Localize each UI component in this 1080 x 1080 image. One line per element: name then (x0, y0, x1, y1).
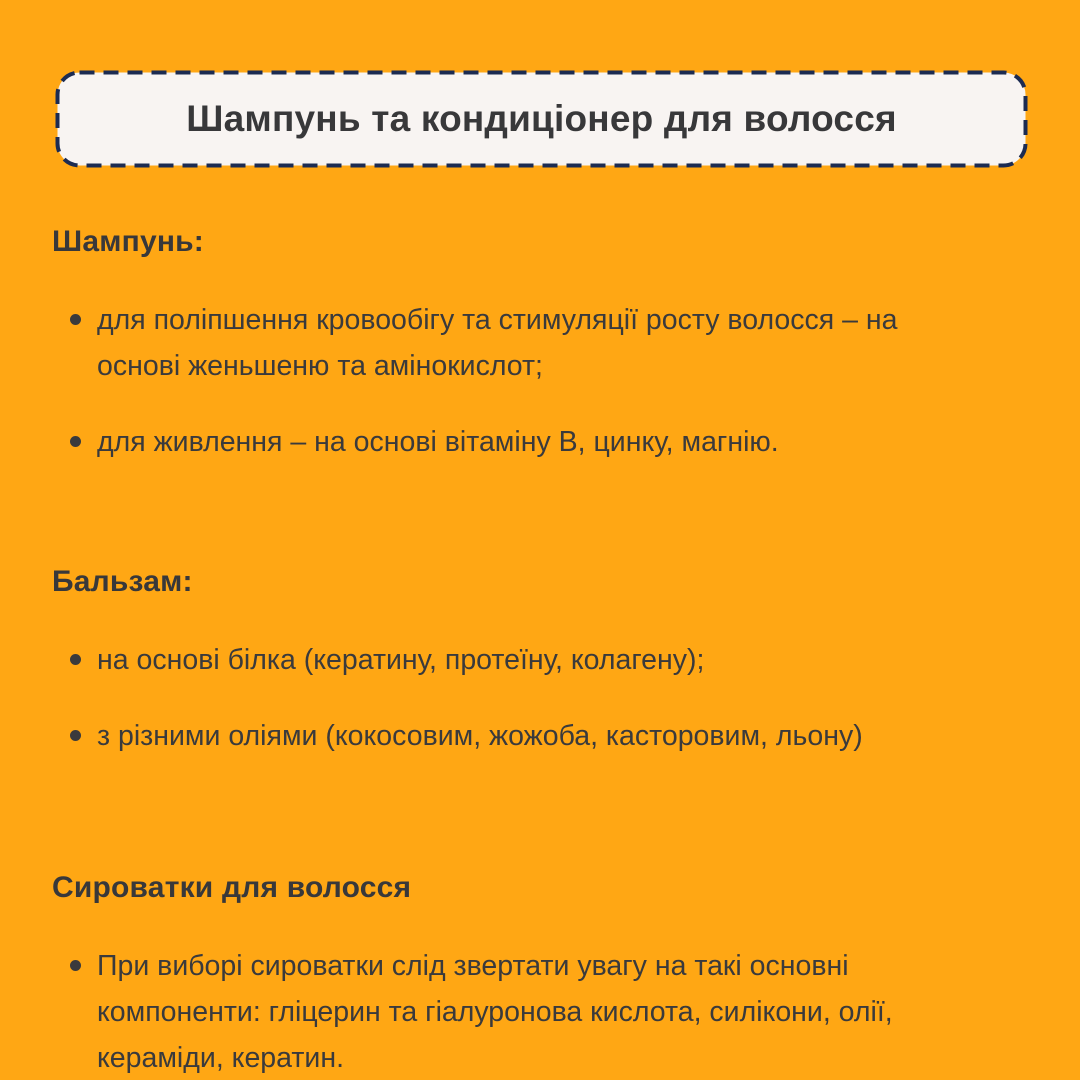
bullet-item (52, 419, 972, 465)
section-heading-shampoo: Шампунь: (52, 225, 204, 258)
page-title: Шампунь та кондиціонер для волосся (186, 98, 897, 139)
bullet-dot (70, 730, 81, 741)
bullet-item (52, 637, 972, 683)
bullet-item (52, 713, 972, 759)
bullet-text: для живлення – на основі вітаміну B, цинку, магнію. (97, 426, 779, 458)
bullet-text: з різними оліями (кокосовим, жожоба, касторовим, льону) (97, 720, 863, 752)
bullet-item (52, 943, 972, 1080)
bullet-list-shampoo (52, 297, 1030, 465)
bullet-text: для поліпшення кровообігу та стимуляції росту волосся – на основі женьшеню та амінокислот; (97, 304, 898, 382)
section-heading-serum: Сироватки для волосся (52, 871, 412, 904)
section-serum (52, 871, 1030, 1080)
bullet-dot (70, 436, 81, 447)
section-balm (52, 565, 1030, 759)
bullet-text: на основі білка (кератину, протеїну, колагену); (97, 644, 705, 676)
bullet-list-balm (52, 637, 1030, 759)
infographic-page (0, 70, 1080, 1080)
bullet-text: При виборі сироватки слід звертати увагу на такі основні компоненти: гліцерин та гіалуронова кислота, силікони, олії, кераміди, кератин. (97, 950, 893, 1074)
title-card (55, 70, 1028, 168)
bullet-list-serum (52, 943, 1030, 1080)
bullet-dot (70, 960, 81, 971)
content-area (0, 225, 1080, 1080)
bullet-dot (70, 654, 81, 665)
section-heading-balm: Бальзам: (52, 565, 193, 598)
bullet-dot (70, 314, 81, 325)
section-shampoo (52, 225, 1030, 465)
bullet-item (52, 297, 972, 389)
